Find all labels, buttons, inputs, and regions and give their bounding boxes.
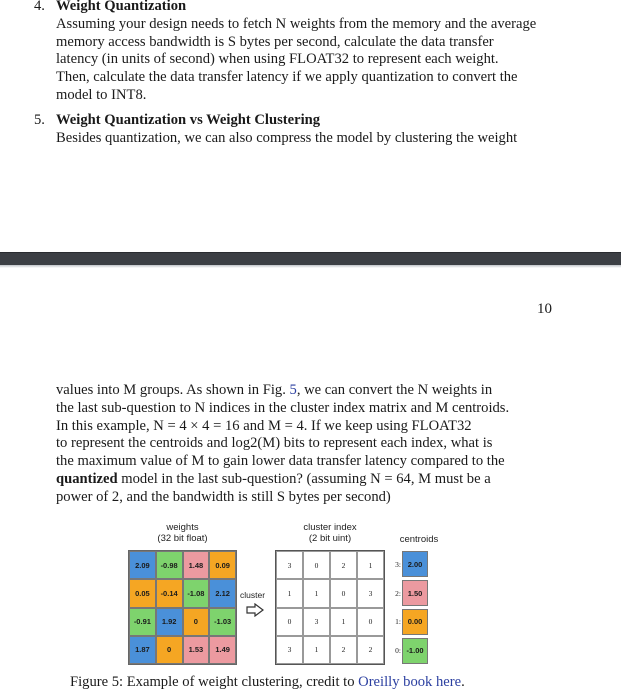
question-title: Weight Quantization vs Weight Clustering (56, 112, 321, 128)
question-line: memory access bandwidth is S bytes per second, calculate the data transfer (56, 33, 494, 50)
weights-label (128, 522, 237, 544)
weights-matrix (128, 550, 237, 665)
figure-caption (70, 674, 550, 691)
paragraph-line: power of 2, and the bandwidth is still S bytes per second) (56, 488, 391, 505)
weight-cell: -0.91 (129, 608, 156, 636)
label-line: (2 bit uint) (308, 533, 352, 544)
page-number: 10 (537, 301, 552, 317)
centroid-row (390, 636, 438, 665)
weight-cell: -0.98 (156, 551, 183, 579)
label-line: cluster index (303, 522, 357, 533)
centroid-key: 2: (395, 588, 401, 598)
text-span: model in the last sub-question? (assuming N = 64, M must be a (117, 470, 491, 487)
index-cell: 0 (330, 579, 357, 607)
question-line: Then, calculate the data transfer latency if we apply quantization to convert the (56, 69, 518, 86)
label-line: weights (166, 522, 199, 533)
centroid-value: 0.00 (402, 609, 428, 635)
question-number: 4. (34, 0, 45, 14)
paragraph-line: to represent the centroids and log2(M) bits to represent each index, what is (56, 435, 493, 452)
question-title: Weight Quantization (56, 0, 187, 14)
cluster-index-matrix (275, 550, 385, 665)
question-line: model to INT8. (56, 86, 147, 103)
cluster-label: cluster (240, 590, 266, 600)
centroid-key: 0: (395, 646, 401, 656)
index-cell: 1 (330, 608, 357, 636)
right-arrow-icon (246, 603, 264, 617)
weight-cell: 1.87 (129, 636, 156, 664)
index-cell: 3 (357, 579, 384, 607)
figure-reference-link[interactable]: 5 (289, 382, 297, 398)
bold-word: quantized (56, 470, 118, 487)
centroids-column (390, 550, 438, 665)
centroid-key: 1: (395, 617, 401, 627)
caption-period: . (461, 674, 465, 690)
index-cell: 1 (276, 579, 303, 607)
centroid-key: 3: (395, 559, 401, 569)
question-line: Assuming your design needs to fetch N weights from the memory and the average (56, 15, 537, 32)
weight-cell: 2.12 (209, 579, 236, 607)
centroid-value: -1.00 (402, 638, 428, 664)
paragraph-line: In this example, N = 4 × 4 = 16 and M = 4. If we keep using FLOAT32 (56, 417, 472, 434)
paragraph-line (56, 382, 554, 400)
centroid-value: 1.50 (402, 580, 428, 606)
centroid-row (390, 579, 438, 608)
paragraph-line: the maximum value of M to gain lower data transfer latency compared to the (56, 453, 505, 470)
index-cell: 2 (357, 636, 384, 664)
question-body (56, 130, 558, 148)
label-line: (32 bit float) (157, 533, 208, 544)
caption-text: Figure 5: Example of weight clustering, credit to (70, 674, 359, 690)
text-span: , we can convert the N weights in (296, 382, 493, 398)
question-body (56, 16, 558, 105)
index-cell: 3 (303, 608, 330, 636)
oreilly-book-link[interactable]: Oreilly book here (358, 674, 462, 690)
weight-cell: 0 (156, 636, 183, 664)
index-cell: 3 (276, 551, 303, 579)
paragraph-line: the last sub-question to N indices in the cluster index matrix and M centroids. (56, 399, 510, 416)
weight-cell: -0.14 (156, 579, 183, 607)
index-cell: 3 (276, 636, 303, 664)
page-break-divider (0, 252, 621, 265)
centroid-value: 2.00 (402, 551, 428, 577)
index-cell: 0 (357, 608, 384, 636)
weight-clustering-figure (124, 518, 444, 666)
question-5 (34, 112, 558, 148)
question-line: latency (in units of second) when using FLOAT32 to represent each weight. (56, 51, 499, 68)
weight-cell: 1.49 (209, 636, 236, 664)
question-4 (34, 0, 558, 105)
index-cell: 2 (330, 636, 357, 664)
weight-cell: 0.09 (209, 551, 236, 579)
text-span: values into M groups. As shown in Fig. (56, 382, 286, 398)
centroid-row (390, 550, 438, 579)
weight-cell: 1.92 (156, 608, 183, 636)
weight-cell: -1.08 (183, 579, 210, 607)
paragraph-line (56, 471, 554, 489)
index-cell: 0 (303, 551, 330, 579)
weight-cell: 0.05 (129, 579, 156, 607)
weight-cell: 0 (183, 608, 210, 636)
index-cell: 1 (303, 579, 330, 607)
centroid-row (390, 608, 438, 637)
index-cell: 1 (303, 636, 330, 664)
index-cell: 1 (357, 551, 384, 579)
weight-cell: 1.53 (183, 636, 210, 664)
cluster-index-label (275, 522, 385, 544)
index-cell: 0 (276, 608, 303, 636)
page-break-shadow (0, 265, 621, 268)
centroids-label: centroids (399, 534, 439, 545)
weight-cell: -1.03 (209, 608, 236, 636)
question-line: Besides quantization, we can also compress the model by clustering the weight (56, 129, 518, 146)
index-cell: 2 (330, 551, 357, 579)
question-number: 5. (34, 112, 45, 128)
weight-cell: 1.48 (183, 551, 210, 579)
continuation-paragraph (56, 382, 554, 507)
page-upper (0, 0, 621, 252)
weight-cell: 2.09 (129, 551, 156, 579)
